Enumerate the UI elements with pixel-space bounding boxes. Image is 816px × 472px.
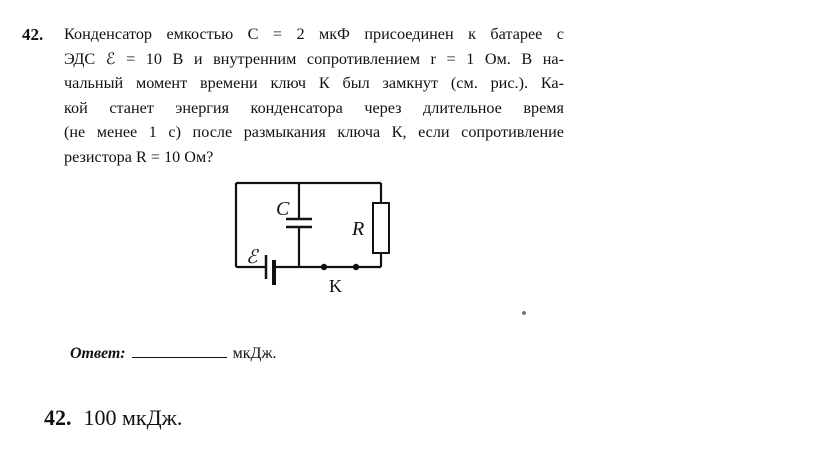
emf-label: ℰ (246, 247, 258, 268)
problem-line: Конденсатор емкостью C = 2 мкФ присоединен к батарее с (64, 25, 564, 43)
resistor (373, 203, 389, 253)
problem-number: 42. (22, 25, 44, 44)
switch-label: K (329, 276, 342, 296)
circuit-diagram (226, 175, 396, 305)
resistor-label: R (352, 218, 365, 240)
problem-line: (не менее 1 с) после размыкания ключа К, если сопротивление (64, 123, 564, 141)
problem-line: ЭДС ℰ = 10 В и внутренним сопротивлением r = 1 Ом. В на- (64, 49, 564, 68)
switch-contact-right (353, 264, 359, 270)
answer-label: Ответ: (70, 345, 126, 362)
answer-blank[interactable] (132, 343, 227, 358)
answer-line (70, 343, 277, 363)
switch-contact-left (321, 264, 327, 270)
problem-line: кой станет энергия конденсатора через длительное время (64, 98, 564, 117)
solution-number: 42. (44, 405, 72, 430)
solution (44, 405, 182, 431)
problem-line: чальный момент времени ключ К был замкнут (см. рис.). Ка- (64, 74, 564, 92)
problem-line: резистора R = 10 Ом? (64, 147, 214, 166)
capacitor-label: C (276, 198, 290, 220)
answer-unit: мкДж. (232, 345, 277, 362)
problem-text (64, 22, 564, 169)
solution-text: 100 мкДж. (83, 405, 183, 430)
scan-speck (522, 311, 526, 315)
